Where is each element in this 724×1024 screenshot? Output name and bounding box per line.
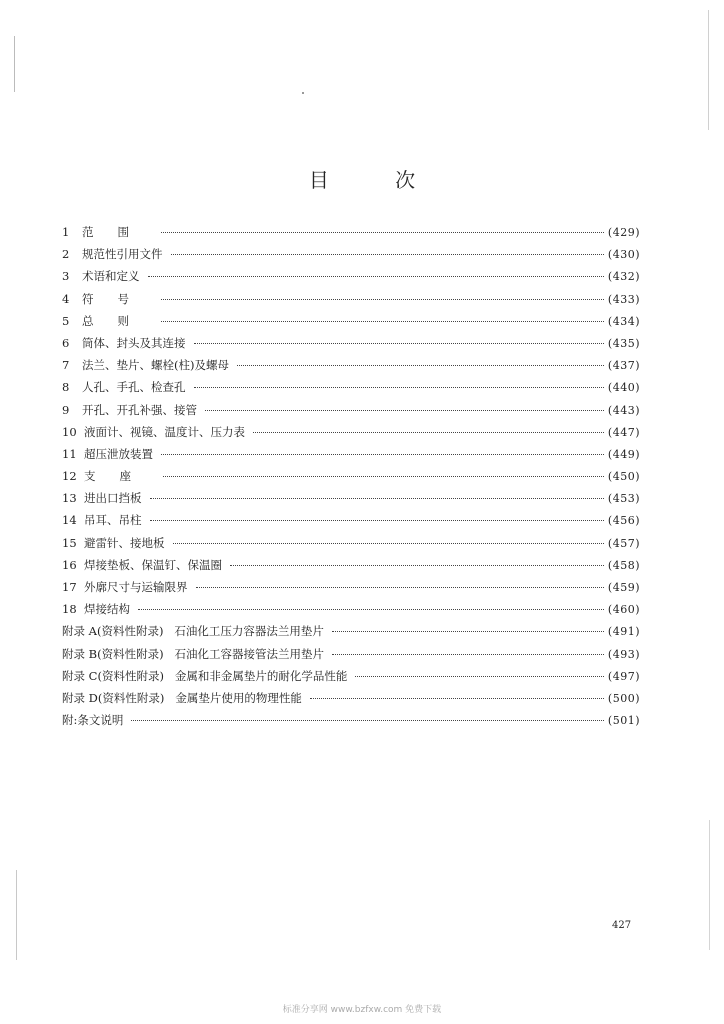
toc-entry-title: 焊接结构: [84, 602, 130, 617]
toc-entry-number: 12: [62, 469, 77, 484]
scan-speck: [302, 92, 304, 94]
dot-leader: [253, 432, 604, 433]
toc-entry-title: 范围: [82, 225, 153, 239]
toc-entry-number: 1: [62, 225, 70, 239]
toc-entry-number: 3: [62, 269, 70, 284]
toc-entry-number: 13: [62, 491, 77, 506]
toc-entry-page: (433): [607, 292, 640, 306]
toc-entry-number: 9: [62, 402, 70, 417]
watermark: 标准分享网 www.bzfxw.com 免费下载: [282, 1005, 442, 1015]
toc-entry-title: 附:条文说明: [62, 713, 124, 728]
toc-entry-title: 术语和定义: [82, 269, 140, 284]
toc-entry-page: (430): [607, 248, 640, 262]
dot-leader: [138, 609, 604, 610]
toc-entry-title: 液面计、视镜、温度计、压力表: [84, 424, 245, 439]
toc-entry: [62, 291, 640, 313]
toc-entry-page: (491): [607, 625, 640, 639]
toc-entry-page: (460): [607, 603, 640, 617]
dot-leader: [237, 365, 604, 366]
dot-leader: [196, 587, 604, 588]
toc-entry: [62, 512, 640, 534]
toc-entry-number: 18: [62, 602, 77, 617]
toc-entry-page: (447): [607, 425, 640, 439]
toc-entry-title: 避雷针、接地板: [84, 535, 165, 550]
toc-entry-number: 16: [62, 557, 77, 572]
toc-entry: [62, 557, 640, 579]
toc-entry-page: (443): [607, 403, 640, 417]
toc-entry: [62, 535, 640, 557]
toc-entry-number: 5: [62, 313, 70, 328]
toc-entry-title: 规范性引用文件: [82, 247, 163, 262]
dot-leader: [332, 654, 604, 655]
toc-entry-number: 14: [62, 513, 77, 528]
toc-entry-page: (458): [607, 558, 640, 572]
toc-entry: [62, 712, 640, 734]
scan-edge: [14, 36, 15, 92]
dot-leader: [173, 543, 604, 544]
toc-entry-number: 2: [62, 247, 70, 262]
toc-entry: [62, 446, 640, 468]
dot-leader: [148, 276, 604, 277]
toc-entry-title: 符号: [82, 291, 153, 306]
toc-entry-title: 附录 D(资料性附录) 金属垫片使用的物理性能: [62, 690, 302, 705]
toc-entry-page: (437): [607, 359, 640, 373]
toc-entry-page: (459): [607, 581, 640, 594]
toc-entry: [62, 468, 640, 490]
toc-entry-page: (497): [607, 669, 640, 683]
toc-entry-page: (457): [607, 536, 640, 550]
toc-entry-title: 总则: [82, 313, 153, 328]
toc-entry: [62, 379, 640, 401]
toc-entry: [62, 579, 640, 601]
dot-leader: [150, 498, 604, 499]
dot-leader: [161, 232, 604, 233]
toc-entry-page: (500): [607, 691, 640, 705]
toc-entry-page: (449): [607, 447, 640, 461]
dot-leader: [194, 387, 604, 388]
toc-entry-title: 超压泄放装置: [84, 446, 153, 461]
toc-entry-page: (493): [607, 647, 640, 661]
toc-entry-page: (450): [607, 470, 640, 484]
toc-entry: [62, 690, 640, 712]
toc-entry-page: (440): [607, 381, 640, 395]
toc-entry-number: 17: [62, 580, 77, 594]
toc-entry: [62, 313, 640, 335]
dot-leader: [161, 454, 604, 455]
dot-leader: [194, 343, 604, 344]
toc-entry-title: 附录 B(资料性附录) 石油化工容器接管法兰用垫片: [62, 646, 325, 661]
toc-entry: [62, 623, 640, 645]
toc-entry: [62, 335, 640, 357]
toc-entry: [62, 424, 640, 446]
dot-leader: [355, 676, 604, 677]
toc-entry: [62, 646, 640, 668]
page-title: 目 次: [308, 168, 446, 192]
table-of-contents: [62, 224, 640, 734]
page-number: 427: [612, 920, 632, 931]
toc-entry-number: 4: [62, 291, 70, 306]
dot-leader: [150, 520, 604, 521]
toc-entry-title: 开孔、开孔补强、接管: [82, 402, 197, 417]
dot-leader: [332, 631, 604, 632]
toc-entry-title: 吊耳、吊柱: [84, 513, 142, 528]
toc-entry-title: 附录 C(资料性附录) 金属和非金属垫片的耐化学品性能: [62, 668, 348, 683]
toc-entry-number: 11: [62, 446, 77, 461]
toc-entry-page: (435): [607, 336, 640, 350]
dot-leader: [171, 254, 604, 255]
toc-entry-number: 8: [62, 380, 70, 395]
toc-entry-page: (429): [607, 226, 640, 239]
scan-edge: [708, 10, 709, 130]
toc-entry-page: (501): [607, 714, 640, 728]
toc-entry-title: 筒体、封头及其连接: [82, 335, 186, 350]
toc-entry-page: (453): [607, 492, 640, 506]
toc-entry-title: 支座: [84, 469, 155, 484]
dot-leader: [310, 698, 604, 699]
toc-entry: [62, 224, 640, 246]
toc-entry-title: 附录 A(资料性附录) 石油化工压力容器法兰用垫片: [62, 624, 324, 639]
dot-leader: [161, 299, 604, 300]
toc-entry-page: (434): [607, 314, 640, 328]
toc-entry-page: (432): [607, 270, 640, 284]
dot-leader: [131, 720, 604, 721]
dot-leader: [163, 476, 604, 477]
toc-entry-title: 进出口挡板: [84, 491, 142, 506]
toc-entry-number: 6: [62, 335, 70, 350]
toc-entry: [62, 357, 640, 379]
dot-leader: [230, 565, 604, 566]
dot-leader: [205, 410, 604, 411]
dot-leader: [161, 321, 604, 322]
toc-entry-page: (456): [607, 514, 640, 528]
toc-entry-title: 外廓尺寸与运输限界: [84, 580, 188, 594]
scan-edge: [16, 870, 17, 960]
scan-edge: [709, 820, 710, 950]
toc-entry: [62, 402, 640, 424]
toc-entry: [62, 668, 640, 690]
toc-entry-number: 7: [62, 358, 70, 373]
toc-entry: [62, 601, 640, 623]
toc-entry: [62, 490, 640, 512]
toc-entry-number: 10: [62, 424, 77, 439]
toc-entry-title: 人孔、手孔、检查孔: [82, 380, 186, 395]
toc-entry: [62, 246, 640, 268]
toc-entry: [62, 268, 640, 290]
toc-entry-title: 法兰、垫片、螺栓(柱)及螺母: [82, 358, 229, 373]
toc-entry-number: 15: [62, 535, 77, 550]
toc-entry-title: 焊接垫板、保温钉、保温圈: [84, 557, 222, 572]
